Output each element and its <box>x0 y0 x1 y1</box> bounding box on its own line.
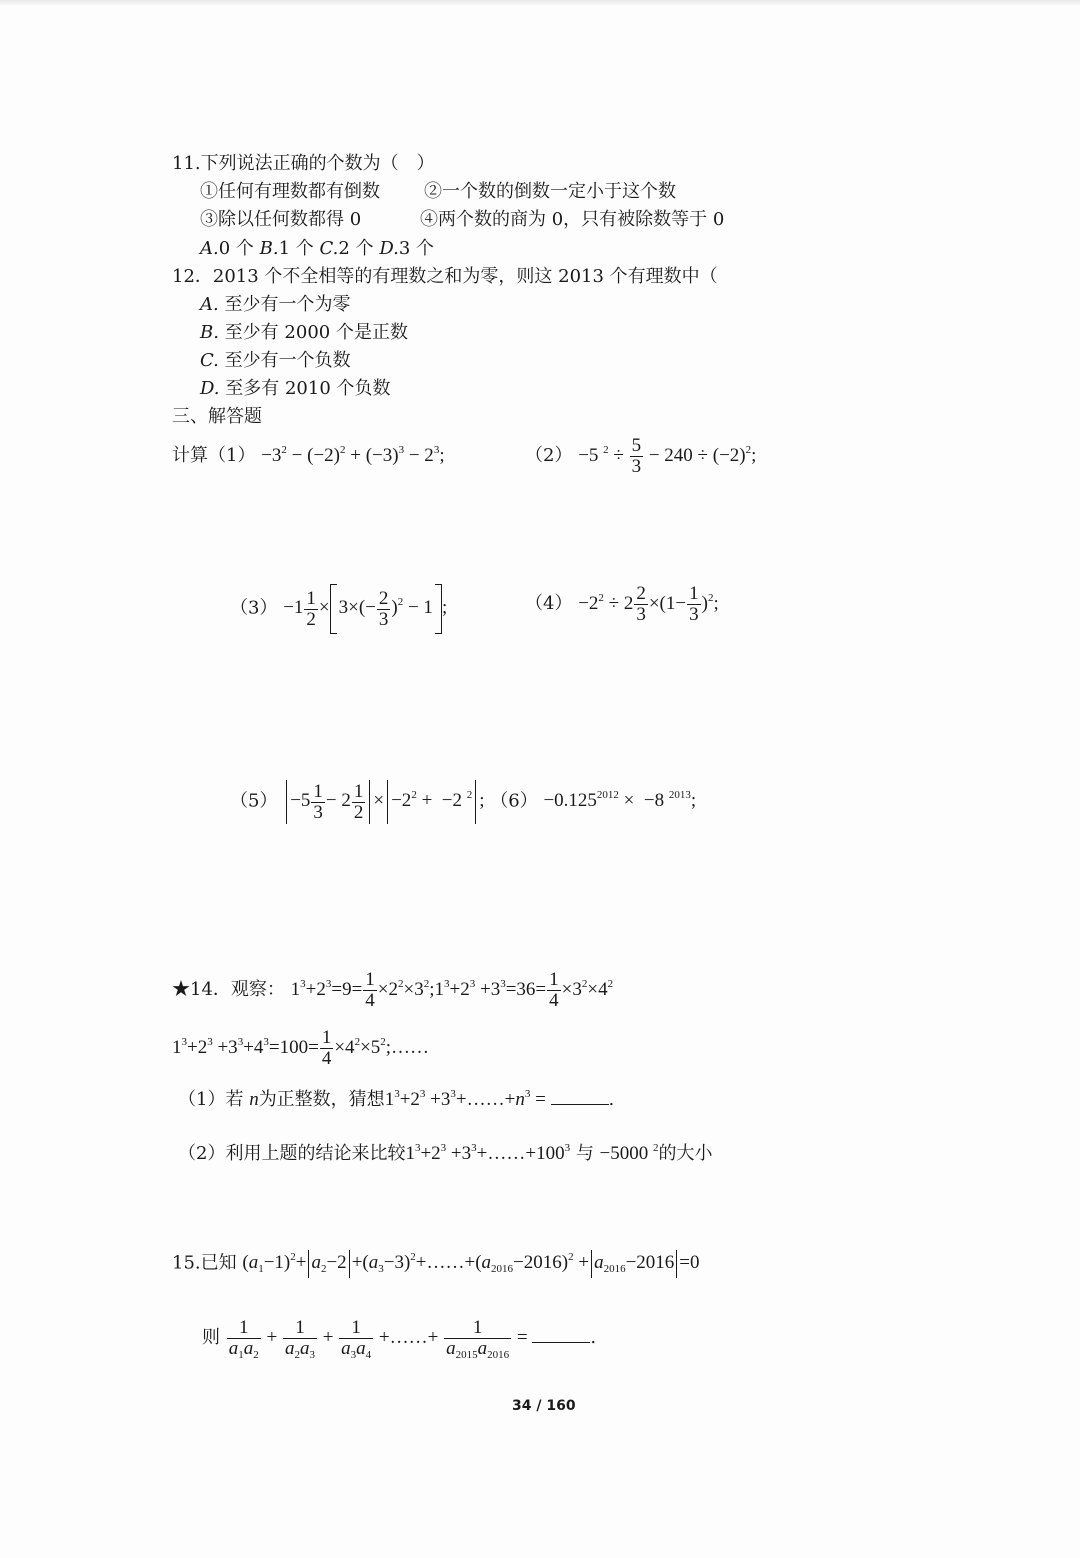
q14-part-2-compare: −5000 $^2$ <box>599 1142 659 1164</box>
q15-condition <box>172 1250 700 1278</box>
scan-edge <box>0 0 1080 6</box>
q14-part-2-formula: $1^3+2^3$ $+3^3+\dots\dots+100^3$ <box>405 1142 571 1164</box>
calc-label: 计算 <box>172 445 208 466</box>
q12-option-d <box>200 377 391 401</box>
q12-option-b-text: 至少有 2000 个是正数 <box>224 322 408 343</box>
calc-4-label: （4） <box>525 592 573 614</box>
q11-option-2: ②一个数的倒数一定小于这个数 <box>424 181 676 202</box>
q14-part-1-var: n <box>249 1089 259 1110</box>
q11-choice-b: 1 个 <box>278 238 314 259</box>
calc-4 <box>525 584 719 625</box>
q14-part-2-mid: 与 <box>575 1143 594 1164</box>
calc-1-expression: $-3^2 - (-2)^2 + (-3)^3 - 2^3$; <box>261 444 445 466</box>
q11-choice-c: 2 个 <box>338 238 374 259</box>
calc-1 <box>172 444 445 468</box>
q14-formula-1: $1^3+2^3=9=$ $\frac{1}{4}$ $\times 2^2\times 3^2;1^3+2^3 +3^3=36=$ $\frac{1}{4}$ $\times 3^2\times 4^2$ <box>290 969 614 1011</box>
calc-6-expression: $-0.125^{2012} \times -8$ $^{2013}$; <box>543 789 697 812</box>
calc-3 <box>230 584 447 634</box>
q11-option-4: ④两个数的商为 0，只有被除数等于 0 <box>420 209 725 230</box>
q15-then: 则 <box>202 1326 220 1348</box>
q14-observe-line-2 <box>172 1028 429 1069</box>
q14-part-2-end: 的大小 <box>658 1143 713 1164</box>
q12-option-c <box>200 349 351 373</box>
q14-part-1-text: 为正整数，猜想 <box>258 1089 385 1110</box>
q11-option-1: ①任何有理数都有倒数 <box>200 181 380 202</box>
q14-prefix: ★14．观察： <box>172 978 285 1000</box>
calc-5 <box>230 780 696 824</box>
q15-answer-blank <box>532 1326 590 1343</box>
page-number: 34 / 160 <box>512 1398 576 1414</box>
q15-prefix: 15.已知 <box>172 1252 237 1274</box>
calc-4-expression: $-2^2 \div 2$ $\frac{2}{3}$ ×(1− $\frac{1}{3}$ )$^2$; <box>578 583 719 625</box>
q11-title: 11.下列说法正确的个数为（ ） <box>172 153 435 174</box>
q12-title: 12．2013 个不全相等的有理数之和为零，则这 2013 个有理数中（ <box>172 266 718 287</box>
q12-option-a-letter: A. <box>200 294 219 315</box>
q11-choice-b-letter: B. <box>259 238 279 259</box>
q15-equation: $(a_1-1)^2+ a_2-2$ $+(a_3-3)^2+\dots\dots+(a_{2016}-2016)^2 + a_{2016}-2016 =0$ <box>242 1252 699 1273</box>
q14-formula-2: $1^3+2^3 +3^3+4^3=100=$ $\frac{1}{4}$ $\times 4^2\times 5^2;\dots\dots$ <box>172 1027 430 1069</box>
q12-option-a-text: 至少有一个为零 <box>224 294 351 315</box>
q12-option-c-letter: C. <box>200 350 219 371</box>
q12-option-d-text: 至多有 2010 个负数 <box>225 378 391 399</box>
section-3-title: 三、解答题 <box>172 406 262 427</box>
calc-2-label: （2） <box>525 444 573 466</box>
q11-choice-d-letter: D. <box>379 238 399 259</box>
q15-sum-expression: $\frac{1}{a_1a_2}$ + $\frac{1}{a_2a_3}$ + $\frac{1}{a_3a_4}$ +……+ $\frac{1}{a_{2015}a_{2016}}$ = <box>228 1317 533 1361</box>
q14-part-2-label: （2）利用上题的结论来比较 <box>178 1143 406 1164</box>
q14-part-1-label: （1）若 <box>178 1089 244 1110</box>
q12-option-a <box>200 293 350 317</box>
q14-observe-line-1 <box>172 970 613 1011</box>
q12-option-b <box>200 321 408 345</box>
q12-option-c-text: 至少有一个负数 <box>224 350 351 371</box>
q14-part-2 <box>178 1142 713 1166</box>
q11-option-3: ③除以任何数都得 0 <box>200 209 362 230</box>
q14-part-1-formula: $1^3+2^3$ $+3^3+\dots\dots+n^3$ = <box>384 1088 551 1110</box>
q11-choice-a-letter: A. <box>200 238 219 259</box>
calc-6-label: （6） <box>490 790 538 812</box>
calc-1-label: （1） <box>208 445 256 466</box>
q15-sum: 则 $\frac{1}{a_1a_2}$ + $\frac{1}{a_2a_3}$ + $\frac{1}{a_3a_4}$ +……+ $\frac{1}{a_{2015}a_{2016}}$ = . <box>202 1317 597 1361</box>
q11-choice-a: 0 个 <box>218 238 254 259</box>
calc-5-expression: −5 $\frac{1}{3}$ − 2 $\frac{1}{2}$ × $-2^2 + -2$ $^2$ ; <box>283 790 484 811</box>
q14-part-1: （1）若 n为正整数，猜想$1^3+2^3$ $+3^3+\dots\dots+n^3$ = . <box>178 1088 615 1110</box>
q12-option-d-letter: D. <box>200 378 220 399</box>
q12-option-b-letter: B. <box>200 322 219 343</box>
q11-choice-c-letter: C. <box>319 238 339 259</box>
calc-5-label: （5） <box>230 790 278 812</box>
calc-3-expression: −1 $\frac{1}{2}$ × 3×(− $\frac{2}{3}$ )$^2$ − 1 ; <box>283 597 447 618</box>
calc-2-expression: −5 $^2$ ÷ $\frac{5}{3}$ − $240 \div (-2)^2$; <box>578 435 757 477</box>
calc-2 <box>525 436 756 477</box>
calc-3-label: （3） <box>230 597 278 619</box>
q14-answer-blank <box>551 1088 609 1105</box>
q11-choices <box>200 237 434 261</box>
q11-choice-d: 3 个 <box>398 238 435 259</box>
